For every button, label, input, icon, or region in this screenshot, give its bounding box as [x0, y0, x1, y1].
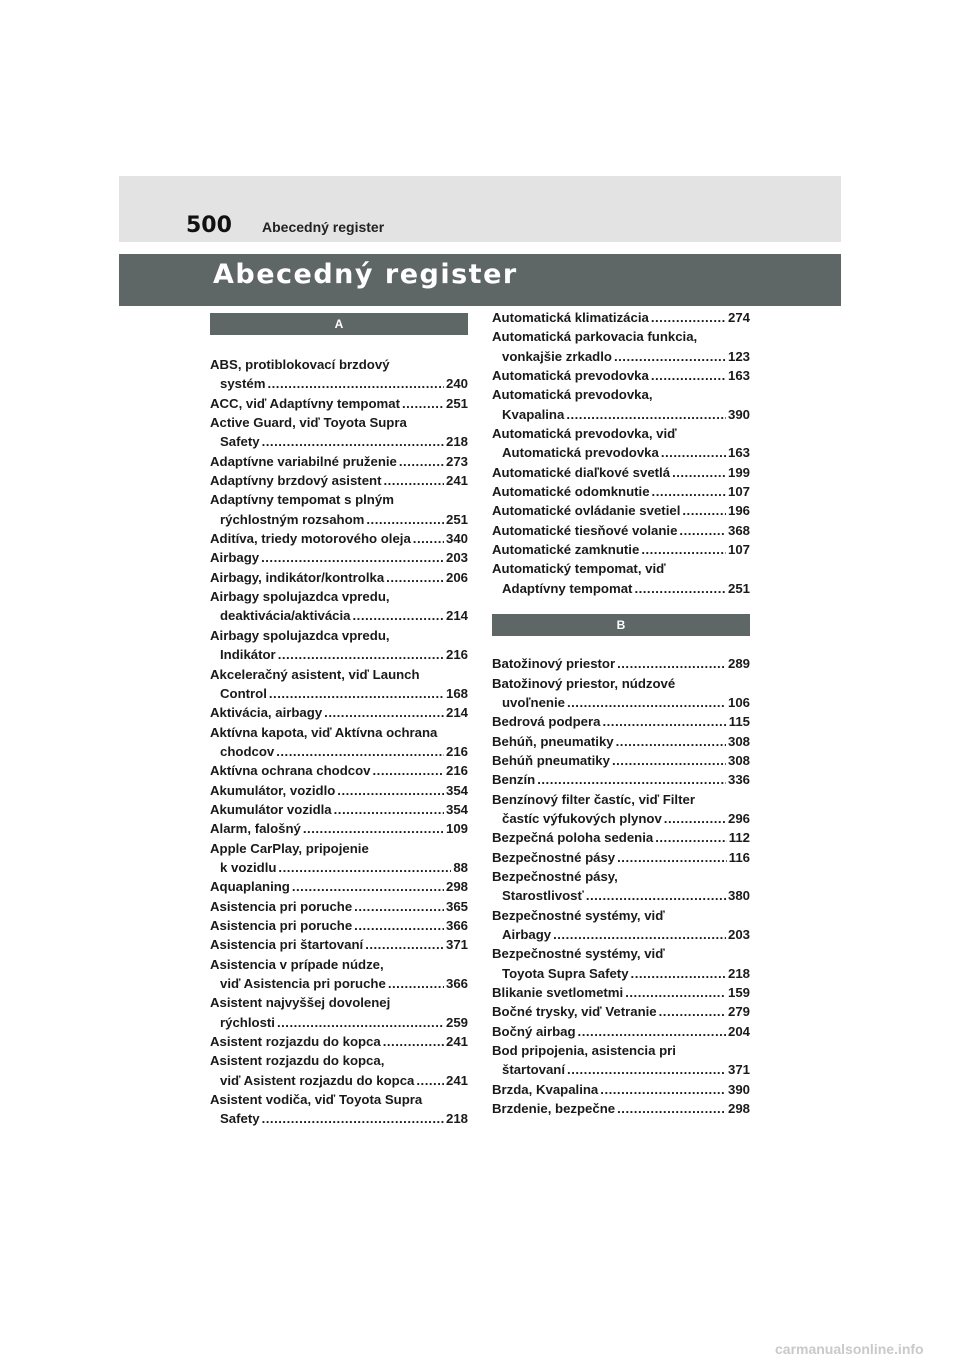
dot-leader [537, 770, 726, 789]
index-entry [492, 848, 750, 867]
index-entry [492, 906, 750, 945]
index-entry-text: Asistent najvyššej dovolenej [210, 995, 391, 1011]
index-entry-text: Alarm, falošný [210, 821, 301, 837]
index-page-number: 218 [445, 1111, 468, 1127]
index-entry [492, 308, 750, 327]
index-entry [492, 1080, 750, 1099]
index-entry-text: uvoľnenie [502, 694, 565, 710]
index-entry [492, 501, 750, 520]
index-page-number: 298 [727, 1101, 750, 1117]
index-entry-text: Batožinový priestor [492, 656, 616, 672]
index-page-number: 240 [445, 376, 468, 392]
index-entry-text: Automatické zamknutie [492, 542, 640, 558]
index-page-number: 214 [445, 705, 468, 721]
index-entry-text: častíc výfukových plynov [502, 810, 662, 826]
index-page-number: 354 [445, 782, 468, 798]
index-entry [210, 955, 468, 994]
index-entry-text: Starostlivosť [502, 888, 584, 904]
index-list-b [492, 654, 750, 1118]
dot-leader [586, 886, 726, 905]
index-page-number: 115 [728, 714, 750, 730]
dot-leader [353, 606, 444, 625]
index-page-number: 123 [727, 348, 750, 364]
index-entry [492, 674, 750, 713]
dot-leader [617, 654, 726, 673]
dot-leader [262, 432, 444, 451]
dot-leader [386, 568, 444, 587]
index-page-number: 109 [445, 821, 468, 837]
dot-leader [261, 548, 444, 567]
dot-leader [267, 374, 444, 393]
index-entry [492, 463, 750, 482]
index-entry-text: Automatické odomknutie [492, 484, 650, 500]
index-entry-text: Automatický tempomat, viď [492, 561, 666, 577]
index-entry [210, 1032, 468, 1051]
index-page-number: 279 [727, 1004, 750, 1020]
dot-leader [334, 800, 444, 819]
index-entry-text: Automatické tiesňové volanie [492, 522, 678, 538]
index-entry [210, 413, 468, 452]
index-page-number: 365 [445, 898, 468, 914]
index-page-number: 159 [727, 985, 750, 1000]
running-head: Abecedný register [262, 219, 385, 235]
index-entry-text: Asistencia pri poruche [210, 898, 353, 914]
index-page-number: 216 [445, 743, 468, 759]
dot-leader [373, 761, 444, 780]
index-entry [492, 385, 750, 424]
index-entry [210, 452, 468, 471]
index-entry-text: Aditíva, triedy motorového oleja [210, 531, 411, 547]
index-entry-text: Akceleračný asistent, viď Launch [210, 666, 420, 682]
dot-leader [383, 471, 444, 490]
index-page-number: 106 [727, 694, 750, 710]
index-page-number: 354 [445, 801, 468, 817]
index-page-number: 251 [727, 580, 750, 596]
dot-leader [354, 897, 444, 916]
index-page-number: 203 [445, 550, 468, 566]
index-entry [210, 471, 468, 490]
dot-leader [651, 308, 726, 327]
index-entry-text: Akumulátor, vozidlo [210, 782, 336, 798]
index-entry-text: Automatická parkovacia funkcia, [492, 329, 698, 345]
index-entry [210, 761, 468, 780]
index-page-number: 112 [728, 830, 750, 846]
index-entry [210, 394, 468, 413]
index-page-number: 308 [727, 752, 750, 768]
index-entry-text: deaktivácia/aktivácia [220, 608, 351, 624]
dot-leader [278, 858, 451, 877]
index-page-number: 168 [445, 685, 468, 701]
index-entry-text: Brzda, Kvapalina [492, 1081, 599, 1097]
dot-leader [277, 1013, 444, 1032]
index-entry-text: Blikanie svetlometmi [492, 985, 624, 1000]
dot-leader [278, 645, 444, 664]
index-page-number: 371 [727, 1062, 750, 1078]
dot-leader [416, 1071, 444, 1090]
index-entry [492, 540, 750, 559]
index-entry [492, 559, 750, 598]
index-entry-text: Airbagy, indikátor/kontrolka [210, 569, 385, 585]
index-entry-text: Aktívna ochrana chodcov [210, 763, 371, 779]
dot-leader [641, 540, 726, 559]
index-page-number: 241 [445, 1034, 468, 1050]
index-page-number: 366 [445, 917, 468, 933]
index-entry [492, 751, 750, 770]
index-page-number: 336 [727, 772, 750, 788]
index-page-number: 390 [727, 1081, 750, 1097]
index-entry-text: Asistencia v prípade núdze, [210, 956, 384, 972]
dot-leader [337, 781, 444, 800]
index-entry-text: Brzdenie, bezpečne [492, 1101, 616, 1117]
index-entry-text: Adaptívny tempomat s plným [210, 492, 394, 508]
index-entry-text: Akumulátor vozidla [210, 801, 332, 817]
index-entry-text: systém [220, 376, 266, 392]
index-entry-text: Bezpečná poloha sedenia [492, 830, 654, 846]
index-page-number: 241 [445, 473, 468, 489]
index-page-number: 204 [727, 1023, 750, 1039]
index-entry-text: Safety [220, 434, 260, 450]
dot-leader [262, 1109, 444, 1128]
dot-leader [567, 1060, 726, 1079]
index-entry [210, 626, 468, 665]
index-entry-text: Benzínový filter častíc, viď Filter [492, 791, 695, 807]
index-entry [210, 587, 468, 626]
index-entry-text: Aquaplaning [210, 879, 290, 895]
index-entry [210, 529, 468, 548]
index-entry-text: Asistent vodiča, viď Toyota Supra [210, 1092, 423, 1108]
index-entry-text: Automatické ovládanie svetiel [492, 503, 681, 519]
index-page-number: 251 [445, 395, 468, 411]
index-entry-text: Automatická prevodovka [492, 368, 649, 384]
index-entry [210, 490, 468, 529]
index-entry-text: Apple CarPlay, pripojenie [210, 840, 369, 856]
index-page-number: 203 [727, 926, 750, 942]
index-page-number: 274 [727, 310, 750, 325]
index-entry-text: vonkajšie zrkadlo [502, 348, 612, 364]
index-entry-text: ACC, viď Adaptívny tempomat [210, 395, 400, 411]
index-page-number: 216 [445, 647, 468, 663]
index-list-a-continued [492, 308, 750, 598]
index-entry [210, 839, 468, 878]
index-page-number: 298 [445, 879, 468, 895]
index-page-number: 371 [445, 937, 468, 953]
index-entry-text: Automatické diaľkové svetlá [492, 464, 671, 480]
index-page-number: 216 [445, 763, 468, 779]
index-entry-text: Behúň pneumatiky [492, 752, 610, 768]
index-entry-text: štartovaní [502, 1062, 566, 1078]
dot-leader [413, 529, 444, 548]
dot-leader [553, 925, 726, 944]
index-entry-text: viď Asistent rozjazdu do kopca [220, 1072, 415, 1088]
dot-leader [634, 579, 726, 598]
index-entry-text: Active Guard, viď Toyota Supra [210, 415, 407, 431]
index-entry [492, 424, 750, 463]
index-entry [210, 993, 468, 1032]
index-entry-text: rýchlosti [220, 1014, 275, 1030]
index-page-number: 380 [727, 888, 750, 904]
index-entry [492, 790, 750, 829]
index-page-number: 196 [727, 503, 750, 519]
index-entry-text: rýchlostným rozsahom [220, 511, 365, 527]
index-entry-text: Bedrová podpera [492, 714, 601, 730]
index-entry-text: Bočné trysky, viď Vetranie [492, 1004, 657, 1020]
index-page-number: 163 [727, 368, 750, 384]
index-entry [210, 916, 468, 935]
dot-leader [612, 751, 726, 770]
section-letter-b: B [492, 614, 750, 636]
index-entry-text: Bočný airbag [492, 1023, 576, 1039]
index-entry-text: Bezpečnostné pásy, [492, 868, 618, 884]
index-entry [210, 1090, 468, 1129]
index-entry-text: Aktívna kapota, viď Aktívna ochrana [210, 724, 438, 740]
page-number: 500 [186, 213, 232, 238]
index-entry-text: Airbagy [210, 550, 260, 566]
index-entry-text: Automatická klimatizácia [492, 310, 649, 325]
dot-leader [652, 482, 726, 501]
index-entry [210, 897, 468, 916]
dot-leader [631, 964, 726, 983]
dot-leader [614, 347, 726, 366]
dot-leader [578, 1022, 726, 1041]
index-entry-text: viď Asistencia pri poruche [220, 976, 386, 991]
index-page-number: 390 [727, 406, 750, 422]
dot-leader [682, 501, 726, 520]
dot-leader [303, 819, 444, 838]
index-entry [492, 521, 750, 540]
dot-leader [664, 809, 726, 828]
dot-leader [616, 732, 726, 751]
page-title: Abecedný register [213, 259, 518, 290]
index-entry-text: Bezpečnostné systémy, viď [492, 907, 665, 923]
index-entry [210, 548, 468, 567]
index-entry [492, 1041, 750, 1080]
index-page-number: 368 [727, 522, 750, 538]
index-entry [492, 732, 750, 751]
dot-leader [383, 1032, 444, 1051]
dot-leader [324, 703, 444, 722]
index-page-number: 206 [445, 569, 468, 585]
index-entry-text: chodcov [220, 743, 275, 759]
index-entry-text: Asistencia pri štartovaní [210, 937, 364, 953]
dot-leader [292, 877, 444, 896]
index-page-number: 107 [727, 484, 750, 500]
index-page-number: 340 [445, 531, 468, 547]
index-entry-text: Batožinový priestor, núdzové [492, 675, 676, 691]
dot-leader [399, 452, 444, 471]
section-letter-a: A [210, 313, 468, 335]
dot-leader [366, 510, 444, 529]
dot-leader [679, 521, 726, 540]
index-entry-text: Airbagy [502, 926, 552, 942]
index-entry [492, 366, 750, 385]
index-entry [492, 944, 750, 983]
index-page-number: 366 [445, 976, 468, 991]
index-page-number: 218 [727, 965, 750, 981]
index-entry [492, 1022, 750, 1041]
index-entry-text: Benzín [492, 772, 536, 788]
dot-leader [600, 1080, 726, 1099]
index-page-number: 88 [453, 859, 468, 875]
index-page-number: 214 [445, 608, 468, 624]
dot-leader [566, 405, 726, 424]
index-entry-text: ABS, protiblokovací brzdový [210, 357, 390, 372]
index-page-number: 199 [727, 464, 750, 480]
index-entry [210, 665, 468, 704]
index-entry-text: Bezpečnostné pásy [492, 849, 616, 865]
index-entry [492, 867, 750, 906]
index-entry-text: Safety [220, 1111, 260, 1127]
watermark: carmanualsonline.info [775, 1341, 924, 1357]
index-page-number: 107 [727, 542, 750, 558]
dot-leader [365, 935, 444, 954]
index-page-number: 241 [445, 1072, 468, 1088]
dot-leader [661, 443, 726, 462]
index-entry-text: Aktivácia, airbagy [210, 705, 323, 721]
index-entry-text: Automatická prevodovka, [492, 387, 653, 403]
index-page-number: 308 [727, 733, 750, 749]
index-entry [492, 712, 750, 731]
index-entry [492, 828, 750, 847]
index-page-number: 289 [727, 656, 750, 672]
index-page-number: 296 [727, 810, 750, 826]
index-page-number: 251 [445, 511, 468, 527]
index-entry [210, 781, 468, 800]
index-entry-text: Adaptívne variabilné pruženie [210, 453, 397, 469]
index-page-number: 116 [728, 849, 750, 865]
index-entry-text: Kvapalina [502, 406, 565, 422]
index-column-left [210, 313, 468, 1129]
index-entry [210, 1051, 468, 1090]
index-entry [210, 568, 468, 587]
index-entry-text: k vozidlu [220, 859, 277, 875]
index-page-number: 218 [445, 434, 468, 450]
index-entry [492, 654, 750, 673]
dot-leader [672, 463, 726, 482]
index-entry-text: Indikátor [220, 647, 276, 663]
index-column-right [492, 308, 750, 1118]
index-entry [210, 877, 468, 896]
index-entry-text: Behúň, pneumatiky [492, 733, 614, 749]
index-entry-text: Adaptívny brzdový asistent [210, 473, 382, 489]
dot-leader [388, 974, 444, 993]
index-entry-text: Asistent rozjazdu do kopca [210, 1034, 381, 1050]
index-entry [210, 935, 468, 954]
index-entry-text: Adaptívny tempomat [502, 580, 633, 596]
dot-leader [602, 712, 726, 731]
dot-leader [354, 916, 444, 935]
index-entry-text: Airbagy spolujazdca vpredu, [210, 589, 390, 605]
dot-leader [269, 684, 444, 703]
dot-leader [617, 848, 727, 867]
dot-leader [655, 828, 726, 847]
dot-leader [617, 1099, 726, 1118]
index-entry [210, 355, 468, 394]
index-entry [210, 800, 468, 819]
index-entry [492, 482, 750, 501]
index-entry-text: Automatická prevodovka, viď [492, 426, 677, 442]
index-entry [492, 327, 750, 366]
index-entry [492, 770, 750, 789]
dot-leader [276, 742, 444, 761]
index-entry-text: Asistencia pri poruche [210, 917, 353, 933]
index-entry-text: Automatická prevodovka [502, 445, 659, 461]
index-entry-text: Bezpečnostné systémy, viď [492, 946, 665, 962]
index-entry [210, 819, 468, 838]
index-entry-text: Airbagy spolujazdca vpredu, [210, 627, 390, 643]
dot-leader [567, 693, 726, 712]
dot-leader [659, 1002, 726, 1021]
index-page-number: 273 [445, 453, 468, 469]
dot-leader [402, 394, 444, 413]
index-entry [210, 723, 468, 762]
index-entry-text: Asistent rozjazdu do kopca, [210, 1053, 385, 1069]
dot-leader [651, 366, 726, 385]
index-page-number: 163 [727, 445, 750, 461]
index-entry-text: Control [220, 685, 267, 701]
index-entry [210, 703, 468, 722]
dot-leader [625, 983, 726, 1002]
index-page-number: 259 [445, 1014, 468, 1030]
index-entry [492, 983, 750, 1002]
index-entry-text: Toyota Supra Safety [502, 965, 629, 981]
index-entry [492, 1099, 750, 1118]
index-entry-text: Bod pripojenia, asistencia pri [492, 1043, 676, 1059]
index-list-a [210, 355, 468, 1129]
index-entry [492, 1002, 750, 1021]
